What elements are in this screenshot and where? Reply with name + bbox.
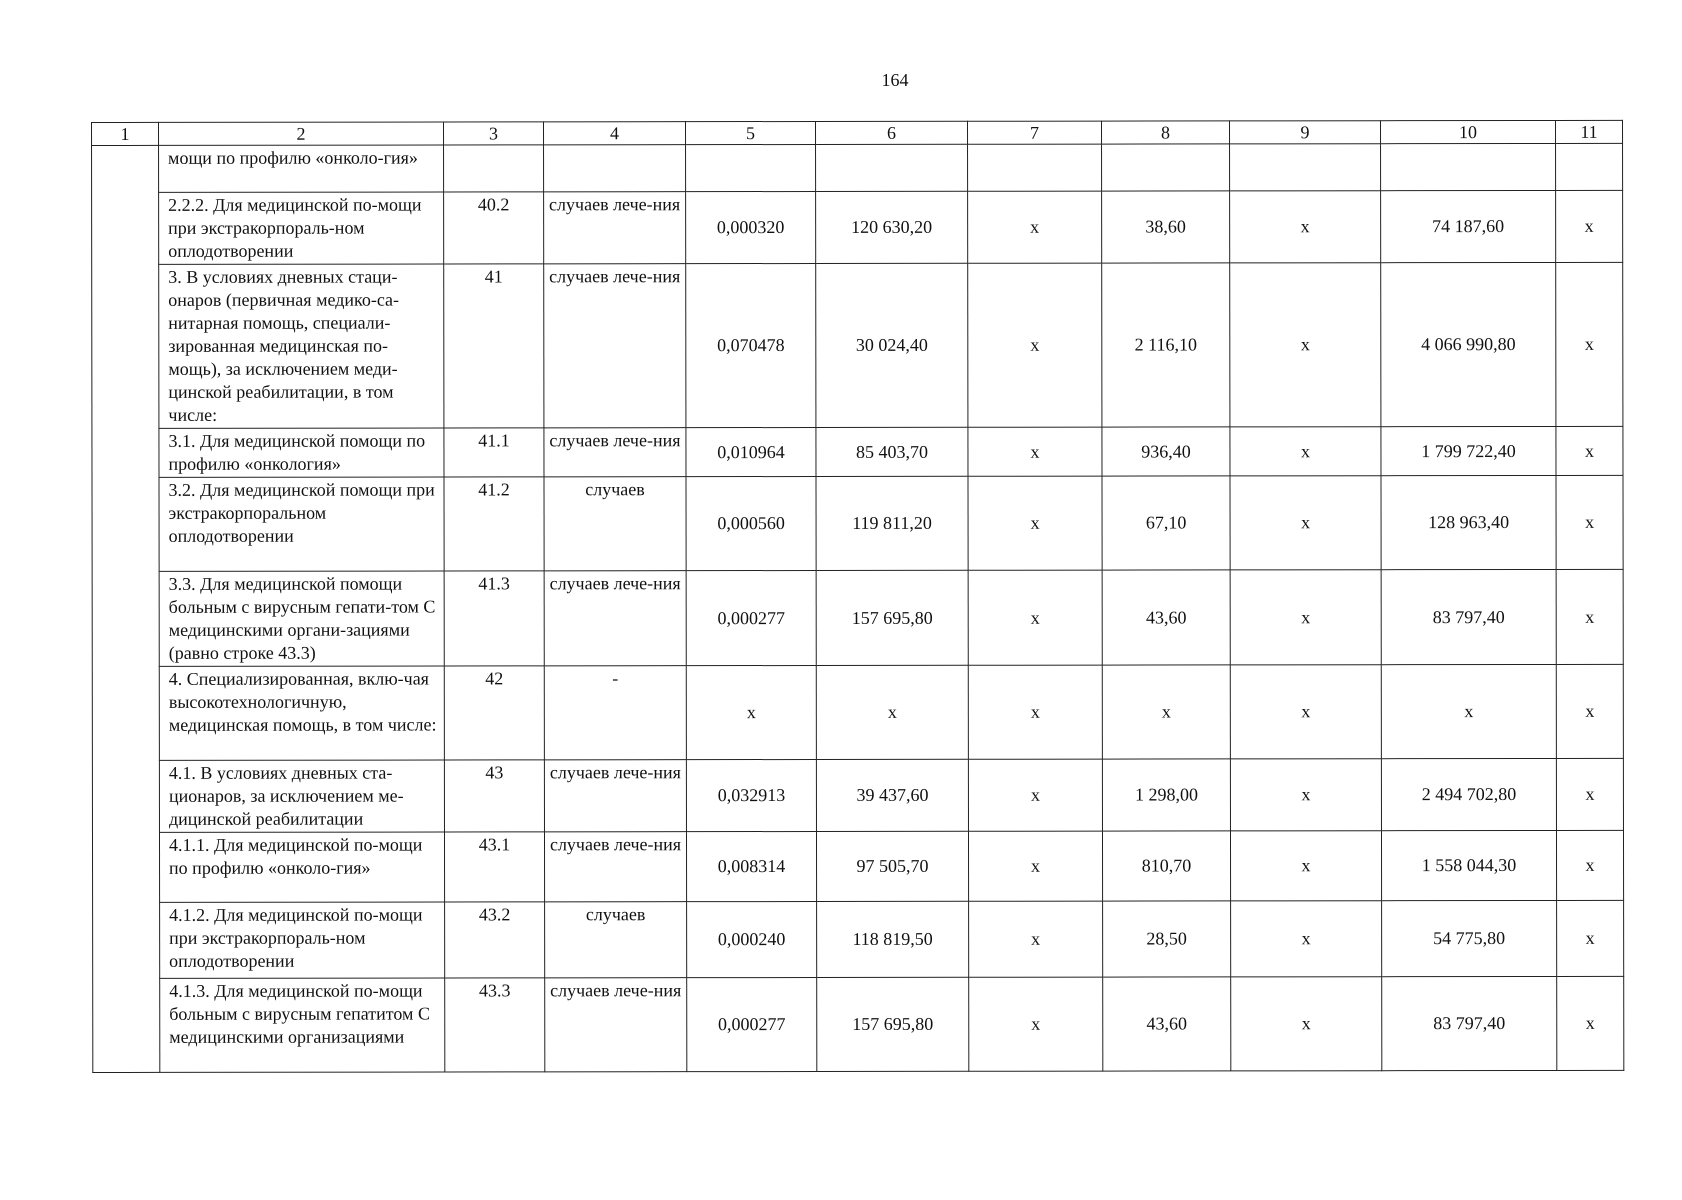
cell-col10: 83 797,40 bbox=[1382, 976, 1557, 1070]
row-name: 3.1. Для медицинской помощи по профилю «онкология» bbox=[159, 428, 444, 477]
row-name: 3. В условиях дневных стаци-онаров (первичная медико-са-нитарная помощь, специали-зированная медицинская по-мощь), за исключением меди-цинской реабилитации, в том числе: bbox=[159, 264, 444, 428]
cell-col9: x bbox=[1230, 476, 1381, 570]
row-name: 4. Специализированная, вклю-чая высокотехнологичную, медицинская помощь, в том числе: bbox=[159, 666, 444, 760]
cell-col10 bbox=[1381, 143, 1556, 190]
table-row bbox=[92, 143, 1623, 192]
cell-col11: x bbox=[1557, 976, 1624, 1070]
row-code: 41.1 bbox=[444, 428, 544, 477]
cell-col10: 2 494 702,80 bbox=[1381, 758, 1556, 830]
cell-col10: 54 775,80 bbox=[1382, 900, 1557, 976]
cell-col11: x bbox=[1556, 569, 1623, 664]
cell-col10: 128 963,40 bbox=[1381, 475, 1556, 569]
cell-col10: 83 797,40 bbox=[1381, 569, 1556, 664]
merged-number-cell bbox=[92, 145, 160, 1072]
cell-col5: 0,008314 bbox=[686, 831, 816, 901]
column-number: 2 bbox=[159, 122, 444, 145]
cell-col5: 0,070478 bbox=[686, 263, 816, 427]
row-code: 43.2 bbox=[445, 902, 545, 978]
cell-col5: 0,000560 bbox=[686, 476, 816, 570]
row-name: 4.1. В условиях дневных ста-ционаров, за исключением ме-дицинской реабилитации bbox=[159, 760, 444, 832]
row-code bbox=[444, 145, 544, 192]
cell-col9: x bbox=[1230, 263, 1381, 427]
row-unit: случаев лече-ния bbox=[544, 832, 686, 902]
cell-col9: x bbox=[1231, 977, 1382, 1071]
table-row bbox=[92, 426, 1623, 477]
table-row bbox=[92, 830, 1623, 902]
cell-col5: 0,000320 bbox=[686, 191, 816, 263]
cell-col6: 118 819,50 bbox=[817, 901, 969, 977]
cell-col10: 4 066 990,80 bbox=[1381, 262, 1556, 426]
row-unit: случаев лече-ния bbox=[545, 978, 687, 1072]
cell-col7: x bbox=[968, 570, 1102, 665]
cell-col5: x bbox=[686, 665, 816, 759]
column-number: 7 bbox=[967, 121, 1101, 144]
cell-col7: x bbox=[969, 977, 1103, 1071]
column-number: 1 bbox=[92, 122, 159, 145]
row-unit: случаев лече-ния bbox=[544, 192, 686, 264]
cell-col7: x bbox=[969, 901, 1103, 977]
table-row bbox=[92, 262, 1623, 428]
cell-col9: x bbox=[1230, 191, 1381, 263]
cell-col9: x bbox=[1230, 665, 1381, 759]
cell-col11: x bbox=[1557, 900, 1624, 976]
table-row bbox=[92, 664, 1623, 760]
cell-col6: 97 505,70 bbox=[816, 831, 968, 901]
row-name: мощи по профилю «онколо-гия» bbox=[159, 145, 444, 192]
cell-col7: x bbox=[968, 476, 1102, 570]
cell-col9: x bbox=[1230, 831, 1381, 901]
column-number: 6 bbox=[816, 121, 968, 144]
table-row bbox=[92, 190, 1623, 264]
cell-col8: 2 116,10 bbox=[1102, 263, 1230, 427]
row-code: 41 bbox=[444, 264, 544, 428]
cell-col6: 30 024,40 bbox=[816, 263, 968, 427]
row-name: 4.1.3. Для медицинской по-мощи больным с вирусным гепатитом С медицинскими организациями bbox=[160, 978, 445, 1072]
cell-col11: x bbox=[1556, 830, 1623, 900]
cell-col11: x bbox=[1556, 664, 1623, 758]
data-table bbox=[91, 120, 1624, 1073]
cell-col8: 936,40 bbox=[1102, 427, 1230, 476]
cell-col8: 28,50 bbox=[1103, 901, 1231, 977]
row-unit: случаев лече-ния bbox=[544, 571, 686, 666]
cell-col6: 157 695,80 bbox=[816, 570, 968, 665]
cell-col7: x bbox=[968, 263, 1102, 427]
cell-col9: x bbox=[1231, 901, 1382, 977]
cell-col10: 1 799 722,40 bbox=[1381, 426, 1556, 475]
row-unit: случаев bbox=[545, 902, 687, 978]
row-name: 3.2. Для медицинской помощи при экстракорпоральном оплодотворении bbox=[159, 477, 444, 571]
cell-col6: 39 437,60 bbox=[816, 759, 968, 831]
cell-col5: 0,000240 bbox=[687, 901, 817, 977]
row-unit: случаев лече-ния bbox=[544, 264, 686, 428]
row-name: 3.3. Для медицинской помощи больным с вирусным гепати-том С медицинскими органи-зациями (равно строке 43.3) bbox=[159, 571, 444, 666]
cell-col8 bbox=[1102, 144, 1230, 191]
cell-col8: 1 298,00 bbox=[1102, 759, 1230, 831]
cell-col7: x bbox=[968, 191, 1102, 263]
cell-col11: x bbox=[1556, 190, 1623, 262]
row-code: 42 bbox=[444, 666, 544, 760]
cell-col5 bbox=[686, 144, 816, 191]
cell-col8: 810,70 bbox=[1102, 831, 1230, 901]
cell-col6: 85 403,70 bbox=[816, 427, 968, 476]
cell-col5: 0,010964 bbox=[686, 427, 816, 476]
table-row bbox=[92, 569, 1623, 666]
row-unit: - bbox=[544, 666, 686, 760]
column-number: 4 bbox=[544, 122, 686, 145]
cell-col8: 43,60 bbox=[1103, 977, 1231, 1071]
column-number-row bbox=[92, 120, 1623, 145]
cell-col7: x bbox=[968, 831, 1102, 901]
table-row bbox=[93, 900, 1624, 978]
column-number: 11 bbox=[1555, 120, 1622, 143]
cell-col5: 0,000277 bbox=[686, 570, 816, 665]
cell-col11: x bbox=[1556, 475, 1623, 569]
cell-col5: 0,000277 bbox=[687, 977, 817, 1071]
table-row bbox=[92, 758, 1623, 832]
row-name: 4.1.2. Для медицинской по-мощи при экстракорпораль-ном оплодотворении bbox=[160, 902, 445, 978]
row-code: 41.2 bbox=[444, 477, 544, 571]
cell-col10: 74 187,60 bbox=[1381, 190, 1556, 262]
cell-col11: x bbox=[1556, 262, 1623, 426]
cell-col11 bbox=[1556, 143, 1623, 190]
table-row bbox=[93, 976, 1624, 1072]
column-number: 9 bbox=[1229, 121, 1380, 144]
cell-col7: x bbox=[968, 427, 1102, 476]
cell-col7 bbox=[968, 144, 1102, 191]
row-code: 43.3 bbox=[445, 978, 545, 1072]
cell-col6: 120 630,20 bbox=[816, 191, 968, 263]
cell-col7: x bbox=[968, 665, 1102, 759]
row-unit: случаев bbox=[544, 477, 686, 571]
cell-col9: x bbox=[1230, 570, 1381, 665]
row-code: 41.3 bbox=[444, 571, 544, 666]
row-name: 2.2.2. Для медицинской по-мощи при экстракорпораль-ном оплодотворении bbox=[159, 192, 444, 264]
cell-col9: x bbox=[1230, 427, 1381, 476]
row-code: 40.2 bbox=[444, 192, 544, 264]
cell-col6: 157 695,80 bbox=[817, 977, 969, 1071]
cell-col8: 67,10 bbox=[1102, 476, 1230, 570]
cell-col11: x bbox=[1556, 426, 1623, 475]
cell-col9 bbox=[1230, 144, 1381, 191]
row-unit: случаев лече-ния bbox=[544, 428, 686, 477]
cell-col8: 38,60 bbox=[1102, 191, 1230, 263]
cell-col6: x bbox=[816, 665, 968, 759]
cell-col7: x bbox=[968, 759, 1102, 831]
row-unit bbox=[544, 145, 686, 192]
cell-col10: 1 558 044,30 bbox=[1381, 830, 1556, 900]
column-number: 8 bbox=[1101, 121, 1229, 144]
column-number: 3 bbox=[444, 122, 544, 145]
cell-col8: 43,60 bbox=[1102, 570, 1230, 665]
column-number: 5 bbox=[686, 121, 816, 144]
cell-col6 bbox=[816, 144, 968, 191]
cell-col9: x bbox=[1230, 759, 1381, 831]
cell-col10: x bbox=[1381, 664, 1556, 758]
table-row bbox=[92, 475, 1623, 571]
cell-col6: 119 811,20 bbox=[816, 476, 968, 570]
row-code: 43.1 bbox=[444, 832, 544, 902]
cell-col11: x bbox=[1556, 758, 1623, 830]
row-unit: случаев лече-ния bbox=[544, 760, 686, 832]
column-number: 10 bbox=[1380, 120, 1555, 143]
row-code: 43 bbox=[444, 760, 544, 832]
row-name: 4.1.1. Для медицинской по-мощи по профилю «онколо-гия» bbox=[159, 832, 444, 902]
cell-col8: x bbox=[1102, 665, 1230, 759]
page-number: 164 bbox=[881, 70, 909, 90]
cell-col5: 0,032913 bbox=[686, 759, 816, 831]
